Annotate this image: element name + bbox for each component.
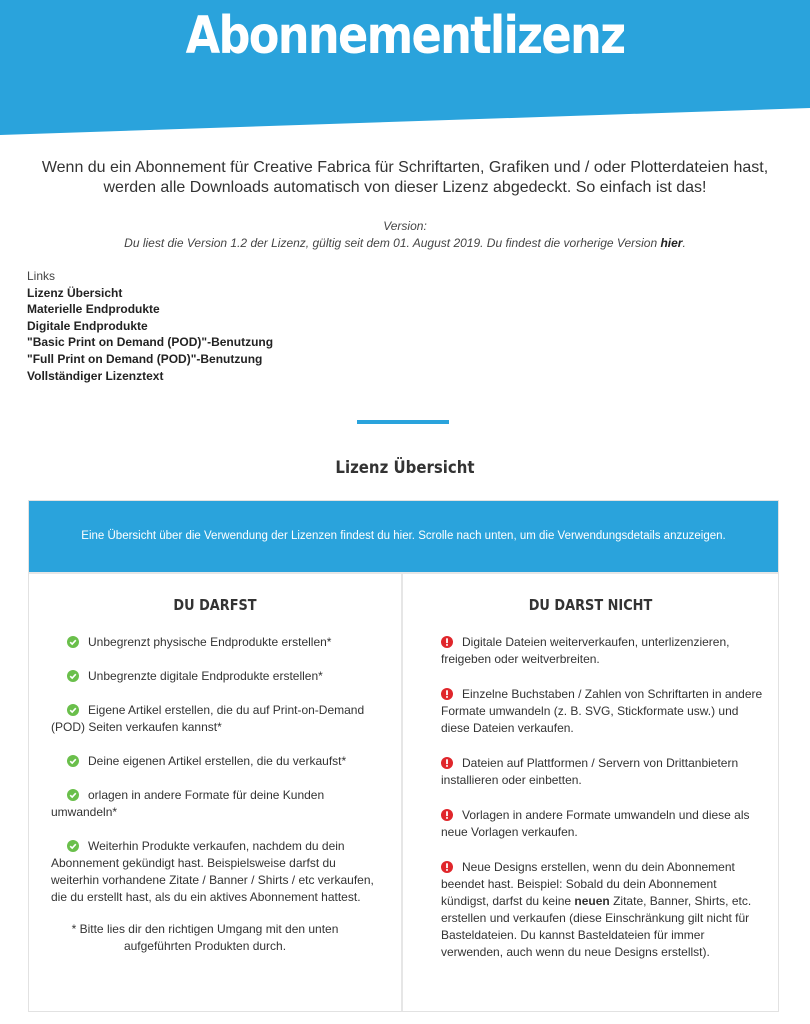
version-text: Du liest die Version 1.2 der Lizenz, gültig seit dem 01. August 2019. Du findest die vorherige Version [124,236,661,250]
allowed-item [51,753,383,770]
links-nav [27,268,427,384]
overview-banner [29,501,778,572]
forbidden-item-emphasis: neuen [574,894,610,908]
exclamation-circle-icon [441,861,453,873]
version-label: Version: [383,219,427,233]
exclamation-circle-icon [441,809,453,821]
link-vollstaendiger-lizenztext[interactable]: Vollständiger Lizenztext [27,368,164,383]
allowed-heading: DU DARFST [173,596,257,614]
version-text-line [20,235,790,252]
license-overview-box [28,500,779,1012]
link-materielle-endprodukte[interactable]: Materielle Endprodukte [27,302,160,317]
allowed-item [51,838,383,906]
forbidden-heading: DU DARST NICHT [528,596,653,614]
previous-version-link[interactable]: hier [660,236,683,250]
forbidden-item [441,807,764,841]
intro-text: Wenn du ein Abonnement für Creative Fabrica für Schriftarten, Grafiken und / oder Plotterdateien hast, werden alle Downloads automatisch von dieser Lizenz abgedeckt. So einfach ist das! [41,159,769,196]
version-info [20,218,790,252]
forbidden-item-text-after: Zitate, Banner, Shirts, etc. erstellen und verkaufen (diese Einschränkung gilt nicht für Basteldateien. Du kannst Basteldateien für immer verwenden, auch wenn du neue Designs erstellst). [441,894,752,959]
check-circle-icon [67,670,79,682]
allowed-item [51,668,383,685]
banner-text: Eine Übersicht über die Verwendung der Lizenzen findest du hier. Scrolle nach unten, um die Verwendungsdetails anzuzeigen. [81,530,726,542]
check-circle-icon [67,840,79,852]
check-circle-icon [67,704,79,716]
allowed-item [51,634,383,651]
forbidden-item [441,686,764,737]
check-circle-icon [67,755,79,767]
link-digitale-endprodukte[interactable]: Digitale Endprodukte [27,318,148,333]
forbidden-item-text: Digitale Dateien weiterverkaufen, unterlizenzieren, freigeben oder weitverbreiten. [441,635,730,666]
allowed-item-text: orlagen in andere Formate für deine Kunden umwandeln* [51,788,325,819]
allowed-list [51,634,383,955]
allowed-item-text: Unbegrenzte digitale Endprodukte erstellen* [88,669,323,683]
links-heading: Links [27,269,56,283]
allowed-item-text: Deine eigenen Artikel erstellen, die du verkaufst* [88,754,347,768]
link-lizenz-uebersicht[interactable]: Lizenz Übersicht [27,285,123,300]
forbidden-item-text-before: Neue Designs erstellen, wenn du dein Abonnement beendet hast. Beispiel: Sobald du dein Abonnement kündigst, darfst du keine [441,860,735,908]
link-full-pod[interactable]: "Full Print on Demand (POD)"-Benutzung [27,351,263,366]
forbidden-item [441,755,764,789]
version-suffix: . [682,236,686,250]
exclamation-circle-icon [441,688,453,700]
section-heading: Lizenz Übersicht [335,458,475,478]
accent-divider [357,420,449,424]
page-title: Abonnementlizenz [185,6,625,66]
link-basic-pod[interactable]: "Basic Print on Demand (POD)"-Benutzung [27,335,274,350]
forbidden-list [441,634,764,979]
forbidden-item [441,859,764,961]
forbidden-item-text: Vorlagen in andere Formate umwandeln und diese als neue Vorlagen verkaufen. [441,808,750,839]
allowed-item [51,787,383,821]
allowed-item-text: Unbegrenzt physische Endprodukte erstellen* [88,635,332,649]
check-circle-icon [67,636,79,648]
allowed-item [51,702,383,736]
check-circle-icon [67,789,79,801]
forbidden-item-text: Dateien auf Plattformen / Servern von Drittanbietern installieren oder einbetten. [441,756,739,787]
forbidden-item [441,634,764,668]
forbidden-column [403,572,778,1011]
allowed-footnote: * Bitte lies dir den richtigen Umgang mit den unten aufgeführten Produkten durch. [71,922,339,953]
allowed-item-text: Eigene Artikel erstellen, die du auf Print-on-Demand (POD) Seiten verkaufen kannst* [51,703,365,734]
forbidden-item-text: Einzelne Buchstaben / Zahlen von Schriftarten in andere Formate umwandeln (z. B. SVG, Stickformate usw.) und diese Dateien verkaufen. [441,687,763,735]
exclamation-circle-icon [441,636,453,648]
exclamation-circle-icon [441,757,453,769]
allowed-column [29,572,403,1011]
allowed-item-text: Weiterhin Produkte verkaufen, nachdem du dein Abonnement gekündigt hast. Beispielsweise darfst du weiterhin vorhandene Zitate / Banner / Shirts / etc verkaufen, die du erstellt hast, als du ein aktives Abonnement hattest. [51,839,374,904]
